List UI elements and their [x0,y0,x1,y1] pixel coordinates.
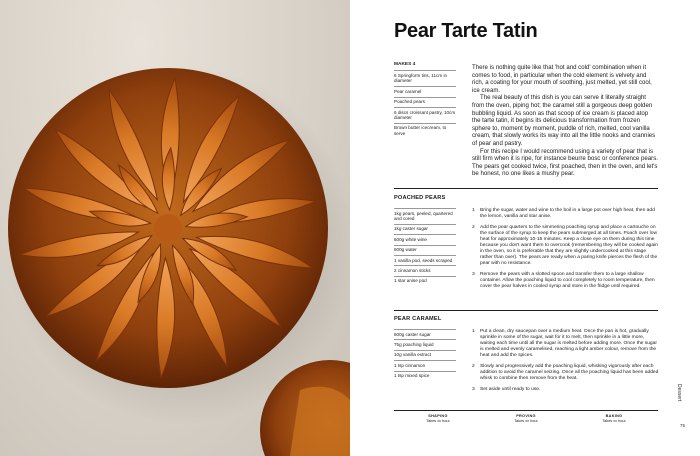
step [472,329,660,359]
step [472,225,660,268]
step [472,387,660,393]
ingredient: 600g caster sugar [394,329,456,339]
step-text: Put a clean, dry saucepan over a medium heat. Once the pan is hot, gradually sprinkle in some of the sugar, wait for it to melt, then sprinkle in a little more, waiting each time until all the sugar is melted before adding more. Once the sugar is melted and evenly caramelised, reaching a light amber colour, remove from the heat and add the spices. [480,329,657,359]
step-text: Set aside until ready to use. [480,386,541,392]
step-text: Remove the pears with a slotted spoon and transfer them to a large shallow container. Allow the poaching liquid to cool completely to room temperature, then cover the pear halves in cooled syrup and store in the fridge until required. [480,271,655,290]
step-number: 2 [472,224,475,230]
intro-paragraph: The real beauty of this dish is you can serve it literally straight from the oven, piping hot; the caramel still a gorgeous deep golden bubbling liquid. As soon as that scoop of ice cream is placed atop the tarte tatin, it begins its delicious transformation from frozen sphere to, moment by moment, puddle of rich, melted, cool vanilla cream, that slowly works its way into all the little nooks and crannies of pear and pastry. [472,94,656,147]
makes-item: 6 Springform tins, 11cm in diameter [394,70,456,86]
step-number: 1 [472,208,475,213]
step-number: 3 [472,271,475,277]
makes-item: Brown butter icecream, to serve [394,123,456,139]
caramel-ingredients [394,329,456,381]
intro-paragraph: For this recipe I would recommend using a variety of pear that is still firm when it is ripe, for instance beurre bosc or conference pears. The pears get cooked twice, first poached, then in the oven, and let's be honest, no one likes a mushy pear. [472,147,658,178]
step-text: Bring the sugar, water and wine to the boil in a large pot over high heat, then add the lemon, vanilla and star anise. [480,208,655,220]
step-number: 1 [472,329,475,334]
timing-label: SHAPING [428,414,448,418]
intro-paragraph: There is nothing quite like that 'hot and cold' combination when it comes to food, in particular when the cold element is velvety and rich, a coating for your mouth of soothing, just melted, yet still cool, ice cream. [472,64,652,94]
poached-pears-title: POACHED PEARS [394,195,446,201]
section-divider [394,310,658,311]
page-number: 75 [680,423,686,428]
step-number: 3 [472,386,475,392]
timing-label: PROVING [516,414,536,418]
ingredient: 1kg caster sugar [394,224,456,234]
ingredient: 1 vanilla pod, seeds scraped [394,255,456,265]
makes-item: Pear caramel [394,86,456,96]
timing-label: BAKING [605,414,623,418]
tart-center [154,214,182,242]
second-tart-pears [290,387,350,456]
ingredient: 1 tsp mixed spice [394,371,456,381]
recipe-page [350,0,700,456]
ingredient: 2 cinnamon sticks [394,265,456,275]
ingredient: 1 tsp cinnamon [394,360,456,370]
step [472,272,660,290]
step [472,208,660,220]
ingredient: 75g poaching liquid [394,339,456,349]
intro-text [472,64,658,178]
footer-divider [394,410,658,411]
step-text: Slowly and progressively add the poaching liquid, whisking vigorously after each addition to avoid the caramel seizing. Once all the poaching liquid has been added whisk to combine then remove from the heat. [480,363,659,382]
timing-value: Takes xx hour [602,419,626,423]
ingredient: 10g vanilla extract [394,350,456,360]
timing-proving [482,414,570,424]
ingredient: 1kg pears, peeled, quartered and cored [394,208,456,224]
poached-steps [472,208,660,295]
step-number: 2 [472,363,475,369]
ingredient: 600g water [394,245,456,255]
makes-list [394,62,456,139]
timing-value: Takes xx hour [514,419,538,423]
timing-value: Takes xx hour [426,419,450,423]
poached-ingredients [394,208,456,286]
caramel-steps [472,329,660,397]
makes-item: Poached pears [394,97,456,107]
step [472,364,660,382]
timing-baking [570,414,658,424]
ingredient: 600g white wine [394,234,456,244]
makes-header: MAKES 4 [394,62,416,67]
pear-caramel-title: PEAR CARAMEL [394,316,442,322]
chapter-tab: Dessert [676,384,682,402]
timing-footer [394,414,658,424]
ingredient: 1 star anise pod [394,276,456,286]
timing-shaping [394,414,482,424]
step-text: Add the pear quarters to the simmering poaching syrup and place a cartouche on the surface of the syrup to keep the pears submerged at all times. Poach over low heat for approximately 10-15 minutes. Keep a close eye on them during this time because you don't want them to overcook (remembering they will be cooked again in the oven, so it is preferable that they are slightly undercooked at this stage rather than over). The pears are ready when a paring knife pierces the flesh of the pear with no resistance. [480,224,658,267]
section-divider [394,188,658,189]
makes-item: 6 discs croissant pastry, 10cm diameter [394,107,456,123]
recipe-title: Pear Tarte Tatin [394,20,538,42]
